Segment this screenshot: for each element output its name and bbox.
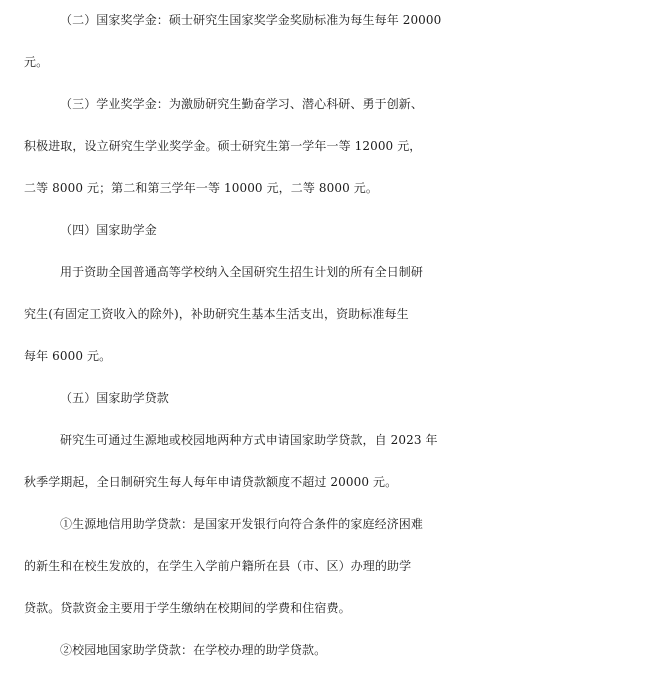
- paragraph-line: 用于资助全国普通高等学校纳入全国研究生招生计划的所有全日制研: [60, 265, 424, 279]
- paragraph-line: 积极进取，设立研究生学业奖学金。硕士研究生第一学年一等 12000 元，: [24, 139, 422, 153]
- paragraph-line: 研究生可通过生源地或校园地两种方式申请国家助学贷款，自 2023 年: [60, 433, 438, 447]
- paragraph-line: 二等 8000 元；第二和第三学年一等 10000 元，二等 8000 元。: [24, 181, 378, 195]
- paragraph-line: （三）学业奖学金：为激励研究生勤奋学习、潜心科研、勇于创新、: [60, 97, 424, 111]
- paragraph-line: ②校园地国家助学贷款：在学校办理的助学贷款。: [60, 643, 327, 657]
- section-heading: （五）国家助学贷款: [60, 391, 169, 405]
- paragraph-line: 元。: [24, 55, 49, 69]
- paragraph-line: 贷款。贷款资金主要用于学生缴纳在校期间的学费和住宿费。: [24, 601, 351, 615]
- paragraph-line: 每年 6000 元。: [24, 349, 112, 363]
- paragraph-line: ①生源地信用助学贷款：是国家开发银行向符合条件的家庭经济困难: [60, 517, 424, 531]
- paragraph-line: 的新生和在校生发放的，在学生入学前户籍所在县（市、区）办理的助学: [24, 559, 412, 573]
- section-heading: （四）国家助学金: [60, 223, 157, 237]
- paragraph-line: （二）国家奖学金：硕士研究生国家奖学金奖励标准为每生每年 20000: [60, 13, 442, 27]
- paragraph-line: 究生(有固定工资收入的除外)，补助研究生基本生活支出，资助标准每生: [24, 307, 409, 321]
- paragraph-line: 秋季学期起，全日制研究生每人每年申请贷款额度不超过 20000 元。: [24, 475, 398, 489]
